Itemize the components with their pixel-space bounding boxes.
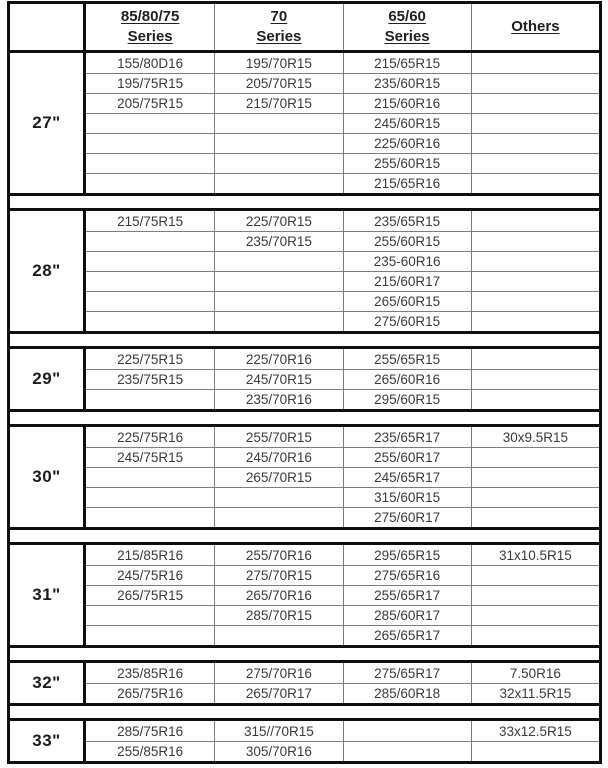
tire-size-cell (471, 312, 599, 331)
tire-size-cell: 275/60R15 (343, 312, 471, 331)
tire-size-cell (471, 134, 599, 153)
table-row (86, 741, 599, 761)
diameter-label: 32" (10, 663, 86, 703)
tire-size-cell: 235/70R15 (214, 232, 342, 251)
table-row (86, 427, 599, 447)
tire-size-cell: 215/60R16 (343, 94, 471, 113)
tire-size-cell: 255/70R15 (214, 427, 342, 447)
tire-size-cell: 235/70R16 (214, 390, 342, 409)
diameter-section (10, 211, 599, 334)
table-row (86, 507, 599, 527)
tire-size-cell: 7.50R16 (471, 663, 599, 683)
column-header (86, 4, 214, 50)
tire-size-cell (214, 312, 342, 331)
section-rows (86, 721, 599, 761)
column-headers (86, 4, 599, 50)
section-rows (86, 53, 599, 193)
table-row (86, 545, 599, 565)
table-row (86, 605, 599, 625)
tire-size-cell (471, 154, 599, 173)
diameter-section (10, 349, 599, 412)
tire-size-cell (214, 252, 342, 271)
table-row (86, 625, 599, 645)
tire-size-cell: 265/75R15 (117, 588, 184, 603)
tire-size-cell (471, 508, 599, 527)
tire-size-cell: 30x9.5R15 (471, 427, 599, 447)
table-row (86, 211, 599, 231)
tire-size-cell (214, 134, 342, 153)
section-separator (10, 196, 599, 211)
tire-size-cell (471, 488, 599, 507)
tire-size-cell: 265/60R16 (343, 370, 471, 389)
tire-size-cell: 285/60R17 (343, 606, 471, 625)
diameter-section (10, 427, 599, 530)
tire-size-cell: 235/85R16 (117, 665, 184, 681)
tire-size-cell: 225/70R15 (214, 211, 342, 231)
tire-size-cell: 225/70R16 (214, 349, 342, 369)
tire-size-cell: 255/65R15 (343, 349, 471, 369)
table-row (86, 291, 599, 311)
tire-size-cell: 32x11.5R15 (471, 684, 599, 703)
table-body (10, 53, 599, 761)
table-row (86, 349, 599, 369)
table-row (86, 173, 599, 193)
table-row (86, 133, 599, 153)
section-separator (10, 334, 599, 349)
column-header-text: Series (127, 28, 173, 45)
tire-size-cell: 245/70R15 (214, 370, 342, 389)
tire-size-cell (86, 174, 214, 193)
tire-size-cell (471, 211, 599, 231)
tire-size-cell: 265/70R17 (214, 684, 342, 703)
section-rows (86, 211, 599, 331)
diameter-section (10, 545, 599, 648)
tire-size-cell: 265/65R17 (343, 626, 471, 645)
tire-size-cell: 255/60R15 (343, 154, 471, 173)
table-row (86, 73, 599, 93)
tire-size-cell: 225/60R16 (343, 134, 471, 153)
tire-size-cell (471, 586, 599, 605)
table-row (86, 565, 599, 585)
table-row (86, 447, 599, 467)
tire-size-cell (471, 606, 599, 625)
tire-size-cell: 275/70R15 (214, 566, 342, 585)
tire-size-cell (86, 232, 214, 251)
tire-size-cell (214, 508, 342, 527)
table-row (86, 311, 599, 331)
tire-size-cell (471, 53, 599, 73)
tire-size-cell (86, 468, 214, 487)
table-row (86, 683, 599, 703)
tire-size-cell: 155/80D16 (117, 55, 184, 71)
tire-size-cell: 265/75R16 (117, 686, 184, 701)
table-row (86, 93, 599, 113)
tire-size-cell (471, 566, 599, 585)
tire-size-cell: 33x12.5R15 (471, 721, 599, 741)
tire-size-cell: 295/60R15 (343, 390, 471, 409)
tire-size-cell: 275/70R16 (214, 663, 342, 683)
tire-size-cell: 245/70R16 (214, 448, 342, 467)
tire-size-cell: 235/75R15 (117, 372, 184, 387)
tire-size-cell: 255/85R16 (117, 744, 184, 759)
tire-size-cell (471, 272, 599, 291)
tire-size-cell: 255/60R17 (343, 448, 471, 467)
tire-size-cell: 225/75R16 (117, 429, 184, 445)
tire-size-cell: 215/65R16 (343, 174, 471, 193)
tire-size-cell (86, 312, 214, 331)
tire-size-cell: 285/70R15 (214, 606, 342, 625)
table-row (86, 271, 599, 291)
diameter-label: 31" (10, 545, 86, 645)
table-row (86, 487, 599, 507)
tire-size-cell (471, 390, 599, 409)
tire-size-cell: 275/65R17 (343, 663, 471, 683)
tire-size-cell (86, 272, 214, 291)
column-header-text: 65/60 (388, 7, 426, 25)
tire-size-cell (343, 721, 471, 741)
table-header-row (10, 4, 599, 53)
diameter-label: 28" (10, 211, 86, 331)
tire-size-cell: 205/75R15 (117, 96, 184, 111)
tire-size-cell: 245/75R16 (117, 568, 184, 583)
diameter-label: 27" (10, 53, 86, 193)
tire-size-cell (471, 232, 599, 251)
tire-size-cell (471, 742, 599, 761)
tire-size-cell (86, 114, 214, 133)
tire-size-cell (214, 174, 342, 193)
tire-size-cell: 255/60R15 (343, 232, 471, 251)
tire-size-cell (471, 174, 599, 193)
section-rows (86, 545, 599, 645)
tire-size-cell: 225/75R15 (117, 351, 184, 367)
tire-size-cell (471, 74, 599, 93)
table-row (86, 251, 599, 271)
tire-size-cell: 275/65R16 (343, 566, 471, 585)
tire-size-cell: 265/70R16 (214, 586, 342, 605)
tire-size-cell (214, 488, 342, 507)
tire-size-cell (471, 94, 599, 113)
diameter-section (10, 721, 599, 761)
tire-size-cell: 285/75R16 (117, 723, 184, 739)
column-header (214, 4, 342, 50)
tire-size-cell (86, 292, 214, 311)
tire-size-table (7, 1, 602, 764)
tire-size-cell: 245/75R15 (117, 450, 184, 465)
tire-size-cell (471, 468, 599, 487)
header-corner-cell (10, 4, 86, 50)
tire-size-cell (471, 292, 599, 311)
tire-size-cell: 215/85R16 (117, 547, 184, 563)
tire-size-cell: 215/75R15 (117, 213, 184, 229)
table-row (86, 721, 599, 741)
table-row (86, 467, 599, 487)
tire-size-cell: 245/65R17 (343, 468, 471, 487)
tire-size-cell (343, 742, 471, 761)
table-row (86, 113, 599, 133)
table-row (86, 389, 599, 409)
column-header-text: Others (511, 17, 560, 35)
section-separator (10, 412, 599, 427)
diameter-section (10, 663, 599, 706)
table-row (86, 153, 599, 173)
diameter-section (10, 53, 599, 196)
tire-size-cell (214, 292, 342, 311)
diameter-label: 33" (10, 721, 86, 761)
tire-size-cell (471, 370, 599, 389)
table-row (86, 585, 599, 605)
tire-size-cell: 275/60R17 (343, 508, 471, 527)
tire-size-cell: 265/60R15 (343, 292, 471, 311)
section-rows (86, 349, 599, 409)
column-header-text: Series (256, 28, 302, 45)
tire-size-cell (86, 390, 214, 409)
tire-size-cell: 265/70R15 (214, 468, 342, 487)
tire-size-cell: 195/75R15 (117, 76, 184, 91)
tire-size-cell (86, 626, 214, 645)
tire-size-cell (86, 488, 214, 507)
tire-size-cell: 285/60R18 (343, 684, 471, 703)
tire-size-cell (86, 252, 214, 271)
tire-size-cell: 235/60R15 (343, 74, 471, 93)
tire-size-cell (471, 252, 599, 271)
tire-size-cell: 315//70R15 (214, 721, 342, 741)
tire-size-cell (86, 154, 214, 173)
tire-size-cell (471, 626, 599, 645)
column-header-text: Series (384, 28, 430, 45)
tire-size-cell: 235/65R15 (343, 211, 471, 231)
tire-size-cell: 255/70R16 (214, 545, 342, 565)
tire-size-cell (86, 134, 214, 153)
tire-size-cell (471, 114, 599, 133)
table-row (86, 663, 599, 683)
tire-size-cell (214, 272, 342, 291)
tire-size-cell: 235-60R16 (343, 252, 471, 271)
tire-size-cell (86, 508, 214, 527)
tire-size-cell (471, 448, 599, 467)
section-separator (10, 530, 599, 545)
tire-size-cell (471, 349, 599, 369)
tire-size-cell: 215/70R15 (214, 94, 342, 113)
tire-size-cell: 215/60R17 (343, 272, 471, 291)
tire-size-cell: 255/65R17 (343, 586, 471, 605)
section-separator (10, 706, 599, 721)
tire-size-cell (214, 626, 342, 645)
table-row (86, 369, 599, 389)
table-row (86, 53, 599, 73)
tire-size-cell: 235/65R17 (343, 427, 471, 447)
column-header-text: 70 (270, 7, 288, 25)
section-rows (86, 663, 599, 703)
tire-size-cell: 215/65R15 (343, 53, 471, 73)
diameter-label: 30" (10, 427, 86, 527)
tire-size-cell: 295/65R15 (343, 545, 471, 565)
tire-size-cell: 245/60R15 (343, 114, 471, 133)
tire-size-cell (86, 606, 214, 625)
column-header (471, 4, 599, 50)
tire-size-cell: 195/70R15 (214, 53, 342, 73)
column-header (343, 4, 471, 50)
tire-size-cell: 305/70R16 (214, 742, 342, 761)
tire-size-cell (214, 154, 342, 173)
table-row (86, 231, 599, 251)
column-header-text: 85/80/75 (120, 7, 180, 25)
section-rows (86, 427, 599, 527)
tire-size-cell: 205/70R15 (214, 74, 342, 93)
tire-size-cell: 315/60R15 (343, 488, 471, 507)
diameter-label: 29" (10, 349, 86, 409)
tire-size-cell: 31x10.5R15 (471, 545, 599, 565)
tire-size-cell (214, 114, 342, 133)
section-separator (10, 648, 599, 663)
